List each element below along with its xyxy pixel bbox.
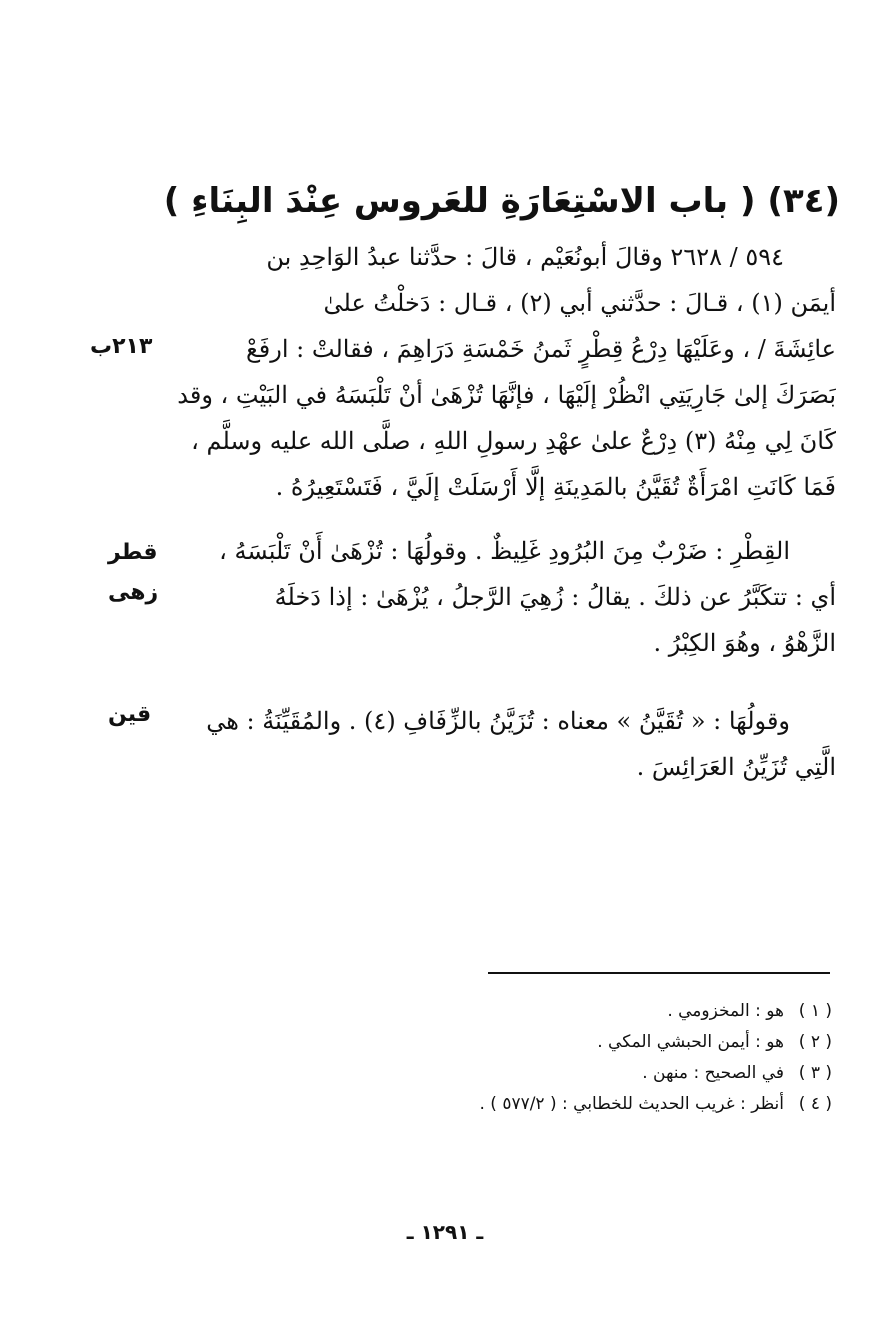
- explanation-line: وقولُهَا : « تُقَيَّنُ » معناه : تُزَيَّنُ بالزِّفَافِ (٤) . والمُقَيِّنَةُ : هي: [206, 707, 790, 735]
- explanation-line: الزَّهْوُ ، وهُوَ الكِبْرُ .: [653, 629, 836, 657]
- hadith-line: ٥٩٤ / ٢٦٢٨ وقالَ أبونُعَيْم ، قالَ : حدَّثنا عبدُ الوَاحِدِ بن: [266, 243, 784, 271]
- footnote-text: أنظر : غريب الحديث للخطابي : ( ٥٧٧/٢ ) .: [479, 1094, 784, 1114]
- footnote-number: ( ٣ ): [798, 1063, 832, 1083]
- hadith-line: بَصَرَكَ إلىٰ جَارِيَتِي انْظُرْ إلَيْهَا ، فإنَّهَا تُزْهَىٰ أنْ تَلْبَسَهُ في البَيْتِ ، وقد: [177, 381, 836, 409]
- footnote: [300, 996, 832, 1027]
- explanation-line: أي : تتكَبَّرُ عن ذلكَ . يقالُ : زُهِيَ الرَّجلُ ، يُزْهَىٰ : إذا دَخلَهُ: [274, 583, 836, 611]
- footnotes: [300, 996, 832, 1120]
- hadith-text: [160, 234, 836, 510]
- folio-marker: ٢١٣ب: [90, 334, 153, 359]
- footnote-text: هو : المخزومي .: [667, 1001, 784, 1021]
- explanation-line: القِطْرِ : ضَرْبٌ مِنَ البُرُودِ غَلِيظٌ . وقولُهَا : تُزْهَىٰ أَنْ تَلْبَسَهُ ،: [219, 537, 790, 565]
- footnote: [300, 1058, 832, 1089]
- footnote-divider: [488, 972, 830, 974]
- explanation-paragraph-1: [160, 528, 836, 666]
- page-number: ـ ١٢٩١ ـ: [406, 1220, 484, 1244]
- hadith-line: فَمَا كَانَتِ امْرَأَةٌ تُقَيَّنُ بالمَدِينَةِ إلَّا أَرْسَلَتْ إلَيَّ ، فَتَسْتَعِيرُهُ .: [275, 473, 836, 501]
- footnote-text: في الصحيح : منهن .: [642, 1063, 784, 1083]
- footnote-text: هو : أيمن الحبشي المكي .: [597, 1032, 784, 1052]
- explanation-paragraph-2: [160, 698, 836, 790]
- footnote-number: ( ٢ ): [798, 1032, 832, 1052]
- hadith-line: كَانَ لِي مِنْهُ (٣) دِرْعٌ علىٰ عهْدِ رسولِ اللهِ ، صلَّى الله عليه وسلَّم ،: [191, 427, 836, 455]
- margin-keyword-qatr: قطر: [108, 540, 158, 565]
- margin-keyword-zaha: زهى: [108, 580, 159, 605]
- hadith-line: عائِشَةَ / ، وعَلَيْهَا دِرْعُ قِطْرٍ ثَمنُ خَمْسَةِ دَرَاهِمَ ، فقالتْ : ارفَعْ: [246, 335, 836, 363]
- margin-keyword-qayn: قين: [108, 702, 152, 727]
- footnote-number: ( ٤ ): [798, 1094, 832, 1114]
- footnote: [300, 1027, 832, 1058]
- explanation-line: الَّتِي تُزَيِّنُ العَرَائِسَ .: [636, 753, 836, 781]
- footnote-number: ( ١ ): [798, 1001, 832, 1021]
- hadith-line: أيمَن (١) ، قـالَ : حدَّثني أبي (٢) ، قـال : دَخلْتُ علىٰ: [323, 289, 836, 317]
- chapter-title: (٣٤) ( باب الاسْتِعَارَةِ للعَروس عِنْدَ البِنَاءِ ): [163, 181, 840, 221]
- footnote: [300, 1089, 832, 1120]
